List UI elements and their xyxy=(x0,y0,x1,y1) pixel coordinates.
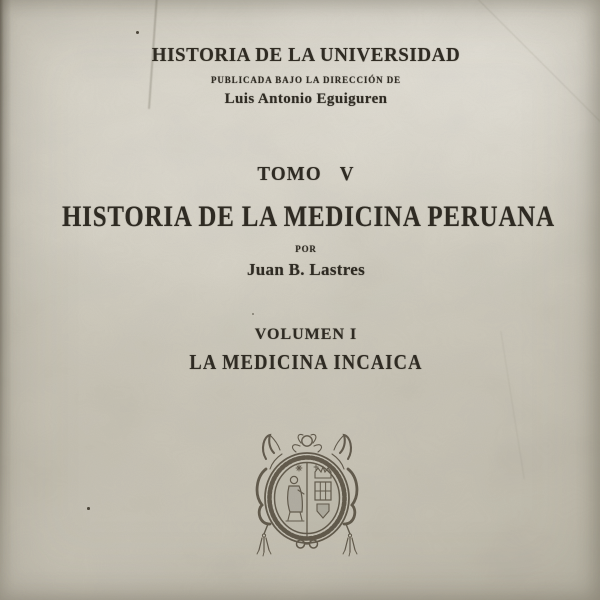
byline-label: POR xyxy=(295,244,317,254)
series-editor: Luis Antonio Eguiguren xyxy=(224,91,388,107)
series-subtitle: PUBLICADA BAJO LA DIRECCIÓN DE xyxy=(210,75,402,85)
paper-speck xyxy=(136,31,139,34)
main-title: HISTORIA DE LA MEDICINA PERUANA xyxy=(61,200,555,233)
paper-speck xyxy=(252,313,254,315)
series-title: HISTORIA DE LA UNIVERSIDAD xyxy=(151,44,461,66)
author-name: Juan B. Lastres xyxy=(246,260,365,279)
volume-label: VOLUMEN I xyxy=(254,326,358,343)
university-seal-icon xyxy=(254,432,360,562)
page-left-edge-shadow xyxy=(0,0,11,600)
paper-crease xyxy=(472,0,600,146)
volume-title: LA MEDICINA INCAICA xyxy=(189,350,423,374)
paper-speck xyxy=(87,507,90,510)
tome-label: TOMO V xyxy=(257,163,355,185)
